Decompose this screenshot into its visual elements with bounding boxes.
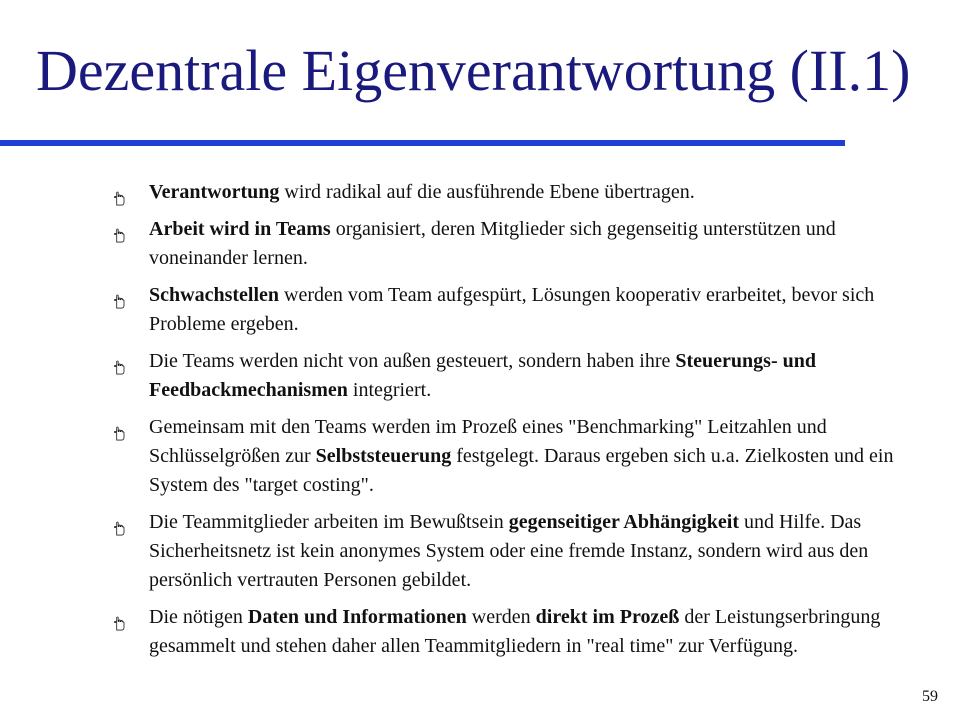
bullet-emphasis: Verantwortung	[149, 181, 280, 203]
bullet-emphasis: Schwachstellen	[149, 284, 279, 306]
bullet-item	[112, 281, 912, 339]
bullet-emphasis: Arbeit wird in Teams	[149, 218, 331, 240]
bullet-item	[112, 215, 912, 273]
bullet-text: werden	[466, 606, 536, 628]
pointing-finger-icon	[112, 289, 127, 304]
bullet-item	[112, 178, 912, 207]
bullet-item	[112, 603, 912, 661]
pointing-finger-icon	[112, 421, 127, 436]
bullet-text: integriert.	[347, 379, 432, 401]
bullet-emphasis: gegenseitiger Abhängigkeit	[508, 511, 739, 533]
bullet-text: organisiert, deren Mitglieder sich gegenseitig unterstützen und voneinander lernen.	[149, 218, 836, 269]
bullet-item	[112, 508, 912, 595]
bullet-text: der Leistungserbringung gesammelt und stehen daher allen Teammitgliedern in "real time" zur Verfügung.	[149, 606, 881, 657]
pointing-finger-icon	[112, 355, 127, 370]
page-number: 59	[922, 688, 938, 705]
bullet-emphasis: Daten und Informationen	[247, 606, 467, 628]
bullet-text: Die Teammitglieder arbeiten im Bewußtsein	[149, 511, 509, 533]
bullet-emphasis: Selbststeuerung	[315, 445, 452, 467]
bullet-list	[112, 178, 912, 669]
bullet-item	[112, 347, 912, 405]
pointing-finger-icon	[112, 223, 127, 238]
bullet-text: und Hilfe. Das Sicherheitsnetz ist kein anonymes System oder eine fremde Instanz, sondern wird aus den persönlich vertrauten Personen gebildet.	[149, 511, 869, 591]
pointing-finger-icon	[112, 516, 127, 531]
bullet-text: Die nötigen	[149, 606, 248, 628]
bullet-item	[112, 413, 912, 500]
slide-title: Dezentrale Eigenverantwortung (II.1)	[36, 38, 911, 103]
bullet-emphasis: Steuerungs- und Feedbackmechanismen	[149, 350, 816, 401]
title-underline	[0, 140, 845, 146]
bullet-text: wird radikal auf die ausführende Ebene übertragen.	[279, 181, 695, 203]
pointing-finger-icon	[112, 611, 127, 626]
bullet-emphasis: direkt im Prozeß	[535, 606, 680, 628]
bullet-text: werden vom Team aufgespürt, Lösungen kooperativ erarbeitet, bevor sich Probleme ergeben.	[149, 284, 875, 335]
pointing-finger-icon	[112, 186, 127, 201]
bullet-text: Gemeinsam mit den Teams werden im Prozeß eines "Benchmarking" Leitzahlen und Schlüsselgrößen zur	[149, 416, 827, 467]
bullet-text: Die Teams werden nicht von außen gesteuert, sondern haben ihre	[149, 350, 676, 372]
bullet-text: festgelegt. Daraus ergeben sich u.a. Zielkosten und ein System des "target costing".	[149, 445, 894, 496]
